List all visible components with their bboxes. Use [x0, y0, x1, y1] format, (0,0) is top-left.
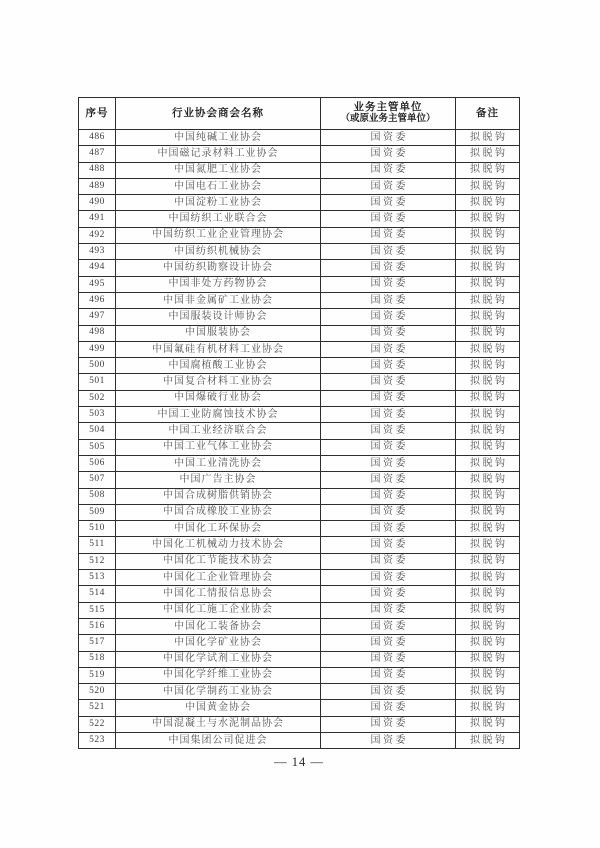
table-row	[79, 227, 520, 243]
cell-unit: 国资委	[321, 618, 456, 634]
cell-unit: 国资委	[321, 488, 456, 504]
table-row	[79, 130, 520, 146]
cell-unit: 国资委	[321, 211, 456, 227]
table-row	[79, 537, 520, 553]
cell-no: 516	[79, 618, 116, 634]
table-row	[79, 472, 520, 488]
cell-remark: 拟脱钩	[456, 488, 520, 504]
cell-name: 中国化工机械动力技术协会	[116, 537, 321, 553]
cell-name: 中国化工企业管理协会	[116, 570, 321, 586]
cell-unit: 国资委	[321, 292, 456, 308]
page-number: — 14 —	[274, 755, 324, 769]
cell-name: 中国化学矿业协会	[116, 635, 321, 651]
cell-remark: 拟脱钩	[456, 130, 520, 146]
cell-unit: 国资委	[321, 390, 456, 406]
cell-remark: 拟脱钩	[456, 341, 520, 357]
cell-name: 中国工业气体工业协会	[116, 439, 321, 455]
cell-remark: 拟脱钩	[456, 667, 520, 683]
cell-name: 中国合成橡胶工业协会	[116, 504, 321, 520]
cell-remark: 拟脱钩	[456, 309, 520, 325]
cell-name: 中国化工环保协会	[116, 521, 321, 537]
cell-no: 502	[79, 390, 116, 406]
cell-unit: 国资委	[321, 504, 456, 520]
cell-no: 496	[79, 292, 116, 308]
cell-name: 中国非处方药物协会	[116, 276, 321, 292]
cell-unit: 国资委	[321, 195, 456, 211]
cell-remark: 拟脱钩	[456, 211, 520, 227]
table-row	[79, 732, 520, 748]
cell-unit: 国资委	[321, 260, 456, 276]
cell-remark: 拟脱钩	[456, 374, 520, 390]
cell-no: 493	[79, 244, 116, 260]
table-header	[79, 98, 520, 130]
cell-name: 中国化学制药工业协会	[116, 684, 321, 700]
cell-no: 510	[79, 521, 116, 537]
cell-no: 503	[79, 407, 116, 423]
table-row	[79, 570, 520, 586]
cell-remark: 拟脱钩	[456, 276, 520, 292]
table-row	[79, 618, 520, 634]
cell-unit: 国资委	[321, 455, 456, 471]
cell-no: 519	[79, 667, 116, 683]
cell-unit: 国资委	[321, 130, 456, 146]
table-row	[79, 325, 520, 341]
cell-unit: 国资委	[321, 227, 456, 243]
cell-name: 中国广告主协会	[116, 472, 321, 488]
cell-unit: 国资委	[321, 602, 456, 618]
cell-remark: 拟脱钩	[456, 260, 520, 276]
cell-unit: 国资委	[321, 325, 456, 341]
cell-unit: 国资委	[321, 178, 456, 194]
cell-name: 中国工业防腐蚀技术协会	[116, 407, 321, 423]
cell-remark: 拟脱钩	[456, 292, 520, 308]
cell-no: 494	[79, 260, 116, 276]
cell-unit: 国资委	[321, 716, 456, 732]
cell-name: 中国工业清洗协会	[116, 455, 321, 471]
cell-no: 520	[79, 684, 116, 700]
cell-unit: 国资委	[321, 521, 456, 537]
cell-name: 中国黄金协会	[116, 700, 321, 716]
cell-remark: 拟脱钩	[456, 618, 520, 634]
cell-name: 中国工业经济联合会	[116, 423, 321, 439]
cell-unit: 国资委	[321, 667, 456, 683]
cell-remark: 拟脱钩	[456, 146, 520, 162]
table-row	[79, 602, 520, 618]
header-row	[79, 98, 520, 130]
cell-no: 487	[79, 146, 116, 162]
cell-no: 517	[79, 635, 116, 651]
cell-remark: 拟脱钩	[456, 570, 520, 586]
cell-name: 中国电石工业协会	[116, 178, 321, 194]
cell-unit: 国资委	[321, 162, 456, 178]
table-row	[79, 504, 520, 520]
cell-no: 513	[79, 570, 116, 586]
cell-unit: 国资委	[321, 472, 456, 488]
header-remark: 备注	[456, 98, 520, 130]
cell-no: 506	[79, 455, 116, 471]
cell-no: 486	[79, 130, 116, 146]
cell-name: 中国爆破行业协会	[116, 390, 321, 406]
table-row	[79, 521, 520, 537]
table-row	[79, 700, 520, 716]
cell-unit: 国资委	[321, 276, 456, 292]
cell-name: 中国合成树脂供销协会	[116, 488, 321, 504]
table-row	[79, 195, 520, 211]
table-row	[79, 455, 520, 471]
cell-name: 中国淀粉工业协会	[116, 195, 321, 211]
cell-remark: 拟脱钩	[456, 504, 520, 520]
cell-name: 中国纺织工业联合会	[116, 211, 321, 227]
cell-name: 中国氟硅有机材料工业协会	[116, 341, 321, 357]
cell-name: 中国化工装备协会	[116, 618, 321, 634]
table-row	[79, 374, 520, 390]
cell-remark: 拟脱钩	[456, 178, 520, 194]
cell-no: 504	[79, 423, 116, 439]
cell-remark: 拟脱钩	[456, 227, 520, 243]
cell-remark: 拟脱钩	[456, 521, 520, 537]
table-row	[79, 684, 520, 700]
cell-no: 488	[79, 162, 116, 178]
cell-remark: 拟脱钩	[456, 195, 520, 211]
cell-no: 512	[79, 553, 116, 569]
cell-unit: 国资委	[321, 309, 456, 325]
cell-no: 514	[79, 586, 116, 602]
table-row	[79, 358, 520, 374]
cell-remark: 拟脱钩	[456, 407, 520, 423]
table-row	[79, 439, 520, 455]
cell-remark: 拟脱钩	[456, 244, 520, 260]
cell-name: 中国纺织勘察设计协会	[116, 260, 321, 276]
cell-name: 中国纺织工业企业管理协会	[116, 227, 321, 243]
cell-remark: 拟脱钩	[456, 586, 520, 602]
cell-name: 中国氮肥工业协会	[116, 162, 321, 178]
cell-name: 中国化工施工企业协会	[116, 602, 321, 618]
table-row	[79, 553, 520, 569]
cell-remark: 拟脱钩	[456, 553, 520, 569]
table-row	[79, 635, 520, 651]
table-row	[79, 146, 520, 162]
cell-name: 中国混凝土与水泥制品协会	[116, 716, 321, 732]
header-unit	[321, 98, 456, 130]
header-name: 行业协会商会名称	[116, 98, 321, 130]
cell-no: 523	[79, 732, 116, 748]
cell-name: 中国磁记录材料工业协会	[116, 146, 321, 162]
cell-name: 中国服装设计师协会	[116, 309, 321, 325]
cell-unit: 国资委	[321, 732, 456, 748]
cell-no: 500	[79, 358, 116, 374]
cell-unit: 国资委	[321, 407, 456, 423]
cell-no: 491	[79, 211, 116, 227]
cell-unit: 国资委	[321, 341, 456, 357]
cell-no: 492	[79, 227, 116, 243]
cell-remark: 拟脱钩	[456, 684, 520, 700]
cell-remark: 拟脱钩	[456, 602, 520, 618]
cell-unit: 国资委	[321, 244, 456, 260]
cell-unit: 国资委	[321, 586, 456, 602]
cell-no: 499	[79, 341, 116, 357]
cell-no: 508	[79, 488, 116, 504]
table-row	[79, 488, 520, 504]
table-row	[79, 651, 520, 667]
cell-remark: 拟脱钩	[456, 325, 520, 341]
table-row	[79, 407, 520, 423]
cell-no: 522	[79, 716, 116, 732]
table-row	[79, 260, 520, 276]
table-row	[79, 423, 520, 439]
table-row	[79, 586, 520, 602]
cell-no: 521	[79, 700, 116, 716]
association-table	[78, 97, 520, 749]
cell-no: 489	[79, 178, 116, 194]
cell-name: 中国化工节能技术协会	[116, 553, 321, 569]
table-row	[79, 390, 520, 406]
cell-unit: 国资委	[321, 570, 456, 586]
cell-no: 511	[79, 537, 116, 553]
cell-name: 中国复合材料工业协会	[116, 374, 321, 390]
cell-no: 507	[79, 472, 116, 488]
cell-unit: 国资委	[321, 684, 456, 700]
cell-unit: 国资委	[321, 146, 456, 162]
cell-remark: 拟脱钩	[456, 455, 520, 471]
cell-no: 515	[79, 602, 116, 618]
cell-unit: 国资委	[321, 700, 456, 716]
cell-no: 509	[79, 504, 116, 520]
table-row	[79, 292, 520, 308]
table-body	[79, 130, 520, 749]
cell-remark: 拟脱钩	[456, 537, 520, 553]
cell-remark: 拟脱钩	[456, 732, 520, 748]
cell-remark: 拟脱钩	[456, 423, 520, 439]
header-no: 序号	[79, 98, 116, 130]
cell-remark: 拟脱钩	[456, 472, 520, 488]
table-row	[79, 244, 520, 260]
cell-name: 中国化工情报信息协会	[116, 586, 321, 602]
cell-name: 中国化学纤维工业协会	[116, 667, 321, 683]
cell-remark: 拟脱钩	[456, 358, 520, 374]
cell-no: 490	[79, 195, 116, 211]
cell-remark: 拟脱钩	[456, 439, 520, 455]
cell-unit: 国资委	[321, 635, 456, 651]
header-unit-line2: （或原业务主管单位）	[340, 114, 436, 125]
cell-no: 495	[79, 276, 116, 292]
table-row	[79, 276, 520, 292]
table-row	[79, 162, 520, 178]
cell-remark: 拟脱钩	[456, 716, 520, 732]
table-row	[79, 667, 520, 683]
cell-name: 中国腐植酸工业协会	[116, 358, 321, 374]
cell-name: 中国集团公司促进会	[116, 732, 321, 748]
cell-unit: 国资委	[321, 358, 456, 374]
cell-unit: 国资委	[321, 374, 456, 390]
cell-no: 498	[79, 325, 116, 341]
cell-no: 501	[79, 374, 116, 390]
cell-name: 中国服装协会	[116, 325, 321, 341]
cell-unit: 国资委	[321, 537, 456, 553]
table-row	[79, 341, 520, 357]
cell-name: 中国化学试剂工业协会	[116, 651, 321, 667]
cell-unit: 国资委	[321, 423, 456, 439]
cell-unit: 国资委	[321, 553, 456, 569]
cell-no: 497	[79, 309, 116, 325]
table-row	[79, 211, 520, 227]
cell-name: 中国纯碱工业协会	[116, 130, 321, 146]
cell-remark: 拟脱钩	[456, 390, 520, 406]
table-row	[79, 178, 520, 194]
cell-unit: 国资委	[321, 651, 456, 667]
table-row	[79, 309, 520, 325]
cell-name: 中国非金属矿工业协会	[116, 292, 321, 308]
cell-no: 518	[79, 651, 116, 667]
cell-remark: 拟脱钩	[456, 162, 520, 178]
cell-no: 505	[79, 439, 116, 455]
cell-remark: 拟脱钩	[456, 635, 520, 651]
cell-name: 中国纺织机械协会	[116, 244, 321, 260]
header-unit-line1: 业务主管单位	[353, 102, 423, 113]
cell-remark: 拟脱钩	[456, 700, 520, 716]
table-row	[79, 716, 520, 732]
cell-remark: 拟脱钩	[456, 651, 520, 667]
cell-unit: 国资委	[321, 439, 456, 455]
